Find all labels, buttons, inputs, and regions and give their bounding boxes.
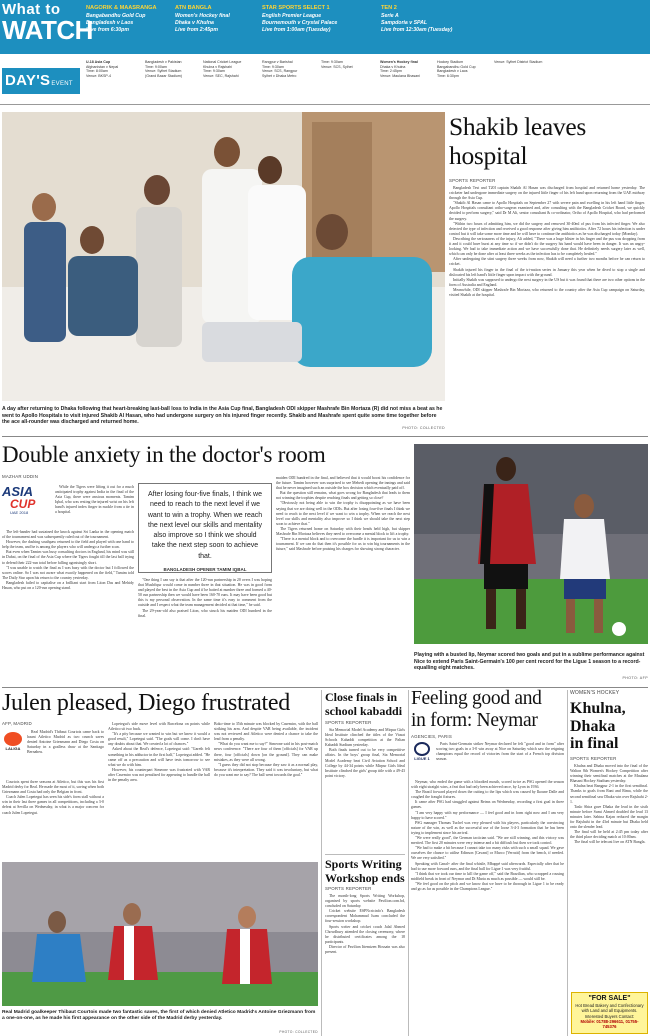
courtois-save-photo [2, 862, 318, 1006]
body-paragraph: Paris Saint-Germain striker Neymar declared he felt "good and in form" after scoring two goals in a 3-0 win away at Nice on Saturday which saw the reigning champions equal the record of victories from the start of a French top division season. [436, 742, 564, 762]
watch-line: English Premier League [262, 12, 322, 19]
event-line: (Grand Bazar Stadium) [145, 73, 182, 78]
column-divider [321, 690, 322, 1036]
khulna-headline-line: Dhaka [570, 717, 616, 735]
event-line: Khulna v Rajshahi [203, 64, 232, 69]
neymar-photo [414, 444, 648, 644]
watch-line: Live from 12:30am (Tuesday) [381, 26, 453, 33]
event-line: Venue: SCS, Sylhet [321, 64, 353, 69]
body-paragraph: But even when Tamim was busy consulting doctors in England, his mind was still in Dubai, on the final of the Asia Cup where the Tigers fought till the last ball trying to defend their 222-run total before falling agonisingly short. [2, 550, 134, 565]
what-to-watch-title-bottom: WATCH [2, 15, 93, 45]
watch-listing [175, 5, 255, 49]
body-paragraph: Taslo Shira gave Dhaka the lead in the sixth minute before Sumi Ahmed doubled the lead 13 minutes later. Sabina Kajan reduced the margin for Rajshahi in the 43rd minute but Dhaka held onto the slender lead. [570, 804, 648, 830]
body-paragraph: While the Tigers were lifting it out for a much anticipated trophy against India in the final of the Asia Cup, there were anxious moments. Tamim Iqbal, who was resting the injured wrist on his left hand's injured index finger in nuckle from a tie in a hospital. [55, 485, 134, 515]
body-paragraph: Boko-time to 35th minute was blocked by Casemiro, with the ball striking his arm. And despite VAR being available, the incident was not reviewed and Atletico were denied a chance to take the lead from a penalty. [214, 722, 318, 742]
event-item [86, 60, 140, 100]
khulna-kicker: WOMEN'S HOCKEY [570, 690, 620, 696]
neymar-headline [411, 688, 563, 732]
doctor-headline: Double anxiety in the doctor's room [2, 442, 326, 467]
event-line: Hockey Stadium [437, 60, 464, 64]
julen-body-col1-b [2, 780, 104, 860]
ad-phones: Mobile: 01788-296611, 01755-745376 [580, 1018, 639, 1030]
event-line: Venue: Maulana Bhasani [380, 73, 420, 78]
julen-body-col2 [108, 722, 210, 860]
body-paragraph: The final will be held at 2:45 pm today after the third place deciding match at 10:00am. [570, 830, 648, 840]
event-line: Time: 2:45pm [380, 69, 402, 74]
watch-line: Dhaka v Khulna [175, 19, 214, 26]
watch-line: Bangladesh v Laos [86, 19, 134, 26]
kabaddi-body [325, 728, 405, 838]
body-paragraph: "Within two hours of admitting him, we did the surgery and removed 30-40ml of pus from his infected finger. We also detected the type of infection and received a good response after giving him antibiotics. After 72 hours his infection is under control but it will take some more time and he will have to continue the antibiotics as he was discharged today (Monday). [449, 221, 645, 236]
event-item [262, 60, 316, 100]
pull-quote-text: After losing four-five finals, I think we need to reach to the next level if we want to win a trophy. When we reach the next level our skills and mentality also improve so I think we should take the next step soon to achieve that. [147, 491, 263, 560]
body-paragraph: "We had to make a bit because I cannot take too many risks with such a small squad. We gave ourselves the chance to utilise Edinson [Cavani] or Marco [Verratti] from the bench, if needed. We are very satisfied." [411, 846, 564, 861]
column-divider [567, 690, 568, 1036]
watch-line: Serie A [381, 12, 399, 19]
body-paragraph: "We were really good", the German tactician said. "We are still winning, and this victory was merited. The first 20 minutes were very intense and a bit difficult but then we took control. [411, 836, 564, 846]
pull-quote-attribution: BANGLADESH OPENER TAMIM IQBAL [163, 567, 247, 573]
event-line: Time: 9:00am [145, 64, 167, 69]
body-paragraph: Lopetegui's side move level with Barcelona on points while Atletico sit two back. [108, 722, 210, 732]
body-paragraph: However, the dashing southpaw returned to the field and played with one hand to help the team, and he is among the players who will undergo a further scan. [2, 540, 134, 550]
event-line: Bangladesh v Laos [437, 69, 468, 74]
event-line: Venue: BKSP-4 [86, 73, 111, 78]
body-paragraph: "We feel good on the pitch and we know that we have to be thorough in Ligue 1 to be ready and go as far as possible in the Champions League." [411, 881, 564, 891]
laliga-logo [2, 732, 24, 756]
body-paragraph: But the question still remains, what goes wrong for Bangladesh that leads to them not winning the trophies despite reaching finals and getting so close? [276, 491, 410, 501]
event-item [203, 60, 257, 100]
shakib-hospital-photo [2, 112, 445, 401]
watch-line: Bangabandhu Gold Cup [86, 12, 146, 19]
shakib-headline-line: Shakib leaves [449, 112, 587, 141]
ligue1-logo [411, 742, 433, 768]
event-line: Time: 6:30pm [437, 73, 459, 78]
body-paragraph: "There is a mental block and to overcome the hurdle it is important for us to win a tournament. If we can do that then it's possible for us to win big tournaments in the future," said Mashrafe before praising his charges for showing strong character. [276, 537, 410, 552]
neymar-headline-line: Feeling good and [411, 688, 542, 709]
khulna-headline-line: in final [570, 735, 619, 752]
body-paragraph: Khulna and Dhaka moved into the final of the Walton 8th Women's Hockey Competition after winning their semifinal matches at the Maulana Bhasani Hockey Stadium yesterday. [570, 764, 648, 784]
event-line: Rangpur v Barishal [262, 60, 293, 64]
neymar-kicker: AGENCIES, PARIS [411, 734, 452, 739]
what-to-watch-title [2, 1, 93, 52]
body-paragraph: Meanwhile, ODI skipper Mashrafe Bin Mortaza, who returned to the country after the Asia Cup campaign on Saturday, visited Shakib at the hospital. [449, 287, 645, 297]
ligue1-logo-mark [414, 742, 430, 756]
body-paragraph: "Shakib Al Hasan came to Apollo Hospitals on September 27 with severe pain and swelling in his left hand little finger. Apollo Hospitals consultant ortho-surgeon examined and, after consulting with the Bangladesh Cricket Board, we quickly decided to perform surgery," said Dr M Ali, senior consultant & co-ordinator, Ortho of Apollo Hospital, who had performed the surgery. [449, 201, 645, 221]
laliga-logo-text: LALIGA [5, 746, 21, 751]
body-paragraph: After undergoing the stint surgery three weeks from now, Shakib will need a further two months before he can return to cricket. [449, 257, 645, 267]
neymar-body [411, 780, 564, 1032]
body-paragraph: Courtois spent three seasons at Atletico, but this was his first Madrid derby for Real. He made the most of it, saving when both Griezmann and Costa had only the Belgian in front. [2, 780, 104, 795]
watch-listing [262, 5, 354, 49]
shakib-photo-caption: A day after returning to Dhaka following that heart-breaking last-ball loss to India in the Asia Cup final, Bangladesh ODI skipper Mashrafe Bin Mortaza (R) did not miss a beat as he went to Apollo Hospitals to visit injured Shakib Al Hasan, who had undergone surgery on his injured finger recently. Shakib and Mashrafe spent quite some time together before the ace all-rounder was discharged and returned home. [2, 406, 443, 426]
doctor-body-col3 [276, 476, 410, 716]
body-paragraph: Real Madrid's Thibaut Courtois came back to haunt Atletico Madrid as two crunch saves denied Antoine Griezmann and Diego Costa on Saturday in a goalless draw at the Santiago Bernabeu. [27, 730, 104, 755]
body-paragraph: The Tigers returned home on Saturday with their heads held high, but skipper Mashrafe Bin Mortaza believes they need to overcome a mental block to lift a trophy. [276, 526, 410, 537]
body-paragraph: Asked about the Real's defence, Lopetegui said: "Gareth felt something in his adductor in the first half," Lopetegui added. "He came off as a precaution and will have tests tomorrow to see what we do with him. [108, 747, 210, 767]
body-paragraph: "I think that we took our time to kill the game off," said the Brazilian, who scrapped a rousing midfield break in front of Neymar and Di Maria as much as possible — would still be. [411, 871, 564, 881]
body-paragraph: "I guess they did not stop because they saw it as a normal play, because it's interpretation. They said it was involuntary, but what do you want me to say? The ball went towards the goal." [214, 762, 318, 777]
julen-photo-caption: Real Madrid goalkeeper Thibaut Courtois made two fantastic saves, the first of which denied Atletico Madrid's Antoine Griezmann from a one-on-one, as he made his first appearance on the other side of the Madrid derby yesterday. [2, 1010, 316, 1022]
what-to-watch-title-top: What to [2, 1, 61, 18]
divider [2, 436, 648, 437]
neymar-photo-caption: Playing with a busted lip, Neymar scored two goals and put in a sublime performance against Nice to extend Paris Saint-Germain's 100 per cent record for the Ligue 1 season to a record-equalling eight matches. [414, 652, 645, 672]
body-paragraph: "I was unable to watch the final as I was busy with the doctor but I followed the scores online. So I was not aware what exactly happened on the field," Tamim told The Daily Star upon his return to the country yesterday. [2, 565, 134, 580]
ligue1-logo-text: LIGUE 1 [414, 756, 430, 761]
body-paragraph: "It's a pity because we wanted to win but we knew it would a good result," Lopetegui said. "The goals will come. I don't have any doubts about that. We created a lot of chances." [108, 732, 210, 747]
body-paragraph: The month-long Sports Writing Workshop, organised by sports website Pavilion.com.bd, concluded on Saturday. [325, 894, 405, 909]
julen-photo-credit: PHOTO: COLLECTED [279, 1030, 318, 1034]
kabaddi-kicker: SPORTS REPORTER [325, 720, 372, 725]
watch-line: Live from 6:30pm [86, 26, 129, 33]
watch-line: Live from 2:45pm [175, 26, 218, 33]
event-line: U-18 Asia Cup [86, 60, 111, 64]
days-events-title-a: DAY'S [5, 72, 51, 89]
body-paragraph: Describing the seriousness of the injury, Ali added, "There was a huge blister in his finger and the pus was dropping from it and it could have burst at any time so if we didn't do the surgery his hand would have been in danger. It was an angry-looking. We had to take immediate action and we have successfully done that. He definitely needs surgery later as well, which can only be done after at least three weeks as the infection has to be completely healed." [449, 236, 645, 257]
body-paragraph: Cricket website ESPNcricinfo's Bangladesh correspondent Mohammad Isam concluded the four-session workshop. [325, 909, 405, 924]
body-paragraph: "One thing I can say is that after the 120-run partnership in 20 overs I was hoping that Mushfiqur would come in number three in that situation. He was in good form and played the best in the Asia Cup and if he batted at number three and formed a 40-50 run partnership then we would have been 160-70 runs. It may have been good but this is my personal observation. In the same time it's easy to comment from the outside and I respect what the team management decided at that time," he said. [138, 578, 272, 608]
asia-cup-logo-text: UAE 2018 [10, 510, 29, 515]
khulna-headline-line: Khulna, [570, 700, 626, 717]
asia-cup-logo-text: CUP [10, 497, 36, 511]
days-events-title [2, 68, 80, 94]
event-item [321, 60, 375, 100]
event-line: Venue: Sylhet District Stadium [494, 60, 543, 64]
julen-headline: Julen pleased, Diego frustrated [2, 690, 290, 716]
shakib-headline [449, 112, 649, 170]
body-paragraph: Bangladesh Test and T20I captain Shakib Al Hasan was discharged from hospital and returned home yesterday. The cricketer had undergone immediate surgery on the injured little finger of his left hand upon returning from the UAE midway through the Asia Cup. [449, 186, 645, 201]
event-line: Women's Hockey final [380, 60, 418, 64]
doctor-kicker: MAZHAR UDDIN [2, 474, 39, 479]
shakib-headline-line: hospital [449, 141, 528, 170]
khulna-byline: SPORTS REPORTER [570, 756, 617, 761]
body-paragraph: "Obviously not being able to win the trophy is disappointing as we have been saying that we are doing well in the ODIs. But after losing four-five finals I think we need to reach to the next level if we want to win a trophy. When we reach the next level our skills and mentality also improve so I think we should take the next step soon to achieve that." [276, 501, 410, 526]
event-item [437, 60, 491, 100]
football-scene-illustration [414, 444, 648, 644]
body-paragraph: However, his counterpart Simeone was frustrated with VAR after Casemiro was not penalised for appearing to handle the ball in the penalty area. [108, 767, 210, 783]
body-paragraph: Shakib injured his finger in the final of the tri-nation series in January this year when he dived to stop a single and dislocated his left hand's little finger upon impact with the ground. [449, 267, 645, 277]
watch-listing [381, 5, 481, 49]
workshop-body [325, 894, 405, 1026]
neymar-headline-line: in form: Neymar [411, 710, 538, 731]
shakib-photo-credit: PHOTO: COLLECTED [402, 426, 445, 430]
body-paragraph: The final will be telecast live on ATN Bangla. [574, 840, 646, 845]
event-line: Venue: SCS, Rangpur [262, 69, 298, 74]
body-paragraph: "I am very happy with my performance — I feel good and in form right now and I am very happy to have scored." [411, 810, 564, 820]
watch-line: Women's Hockey final [175, 12, 230, 19]
ad-body: Hot Bread Bakery and Confectionary with Land and all Equipments. Interested Buyers Contact: [575, 1003, 644, 1019]
event-line: Time: 8:00am [86, 69, 108, 74]
body-paragraph: Bangladesh failed to capitalise on a brilliant start from Liton Das and Mehidy Hasan, who put on a 120-run opening stand. [2, 580, 134, 591]
watch-channel: STAR SPORTS SELECT 1 [262, 5, 330, 11]
body-paragraph: The Brazil forward played down the cutting to the lips which was caused by Ikoune Dalle and coughed the fraught fixtures. [411, 790, 564, 800]
event-line: Sylhet v Dhaka Metro [262, 73, 297, 78]
julen-kicker: AFP, MADRID [2, 721, 32, 726]
event-line: Venue: SEC, Rajshahi [203, 73, 239, 78]
body-paragraph: Initially Shakib was supposed to undergo the next surgery in the US but it was found that there are two other options in the form of Australia and England. [449, 277, 645, 287]
for-sale-ad [571, 992, 648, 1034]
watch-channel: TEN 2 [381, 5, 397, 11]
khulna-headline [570, 700, 648, 753]
body-paragraph: Both finals turned out to be very competitive affairs. In the boys' group final, Sia Memorial Model Academy beat Civil Aviation School and College by 44-34 points while Mirpur Girls Ideal Institute clinched the girls' group title with a 49-43 point victory. [325, 748, 405, 778]
workshop-headline: Sports Writing Workshop ends [325, 857, 405, 885]
stadium-scene-illustration [2, 862, 318, 1006]
khulna-body [570, 764, 648, 950]
what-to-watch-bar [0, 0, 650, 54]
watch-line: Live from 1:00am (Tuesday) [262, 26, 331, 33]
event-line: Time: 9:30am [262, 64, 284, 69]
divider [0, 104, 650, 105]
body-paragraph: The 29-year-old also praised Liton, who struck his maiden ODI hundred in the final. [138, 608, 272, 618]
body-paragraph: Sia Memorial Model Academy and Mirpur Girls Ideal Institute clinched the titles of the Viasat Schools Kabaddi competition at the Paltan Kabaddi Stadium yesterday. [325, 728, 405, 748]
watch-line: Sampdoria v SPAL [381, 19, 428, 26]
event-line: Venue: Sylhet Stadium [145, 69, 182, 74]
body-paragraph: Khulna beat Rangpur 2-1 in the first semifinal. Thanks to goals from Rani and Rima, while the second semifinal saw Dhaka win over Rajshahi 2-1. [570, 784, 648, 804]
event-line: Bangladesh v Pakistan [145, 60, 182, 64]
days-events-title-b: EVENT [51, 81, 73, 87]
kabaddi-headline: Close finals in school kabaddi [325, 690, 403, 718]
event-line: Time: 9:30am [321, 60, 343, 64]
doctor-body-col1-top [55, 485, 134, 531]
pull-quote [138, 483, 272, 573]
divider [325, 854, 405, 855]
days-events-bar [0, 58, 650, 102]
neymar-photo-credit: PHOTO: AFP [622, 676, 648, 680]
shakib-body [449, 186, 645, 298]
ad-title: "FOR SALE" [588, 995, 631, 1002]
event-line: Afghanistan v Nepal [86, 64, 119, 69]
event-item [145, 60, 199, 100]
watch-listing [86, 5, 168, 49]
body-paragraph: It came after PSG had struggled against Reims on Wednesday, recording a first goal in three games. [411, 800, 564, 810]
body-paragraph: "What do you want me to say?" Simeone said in his post-match news conference. "There are four of them [officials] for VAR up there, four [officials] down [on the ground]. They can make mistakes, as they were all wrong. [214, 742, 318, 762]
body-paragraph: Director of Pavilion Ittemizen Hossain was also present. [325, 944, 405, 955]
event-item [380, 60, 434, 100]
asia-cup-logo [2, 485, 52, 527]
watch-channel: ATN BANGLA [175, 5, 212, 11]
body-paragraph: The left-hander had sustained the knock against Sri Lanka in the opening match of the tournament and was subsequently ruled out of the tournament. [2, 530, 134, 540]
laliga-logo-mark [4, 732, 22, 746]
event-line: National Cricket League [203, 60, 242, 64]
hospital-scene-illustration [2, 112, 445, 401]
neymar-body-top [436, 742, 564, 780]
watch-channel: NAGORIK & MAASRANGA [86, 5, 157, 11]
body-paragraph: Neymar, who ended the game with a bloodied mouth, scored twice as PSG opened the season with eight straight wins, a feat that had only been achieved once, by Lyon in 1936. [411, 780, 564, 790]
body-paragraph: Sports writer and cricket coach Jalal Ahmed Chowdhury attended the closing ceremony, where he distributed certificates among the 18 participants. [325, 924, 405, 944]
julen-body-col3 [214, 722, 318, 860]
watch-line: Bournemouth v Crystal Palace [262, 19, 338, 26]
body-paragraph: PSG manager Thomas Tuchel was very pleased with his players, particularly the convincing nature of the win, as well as the successful use of the loose 3-4-3 formation that he has been trying to implement since his arrival. [411, 820, 564, 835]
body-paragraph: Coach Julen Lopetegui has seen his side's form stall without a win in their last three games in all competitions, including a 3-0 defeat at Sevilla on Wednesday, in what is a major concern for coach Julen Lopetegui. [2, 795, 104, 815]
workshop-kicker: SPORTS REPORTER [325, 886, 372, 891]
body-paragraph: Speaking with Canal+ after the final whistle, Mbappé said afterwards. Especially after that he had to use more forward runs, and the final ball for Ligue 1 was very fruitful. [411, 861, 564, 871]
event-line: Dhaka v Khulna [380, 64, 406, 69]
asia-cup-logo-text: ASIA [2, 484, 34, 499]
body-paragraph: maiden ODI hundred in the final, and believed that it would boost his confidence for the future. Tamim however was surprised to see Mehedi opening the innings and said that he never imagined such an outside the box decision which eventually paid off. [276, 476, 410, 491]
shakib-kicker: SPORTS REPORTER [449, 178, 496, 183]
event-line: Bangabandhu Gold Cup [437, 64, 476, 69]
column-divider [408, 690, 409, 1036]
event-item [494, 60, 564, 100]
event-line: Time: 9:30am [203, 69, 225, 74]
